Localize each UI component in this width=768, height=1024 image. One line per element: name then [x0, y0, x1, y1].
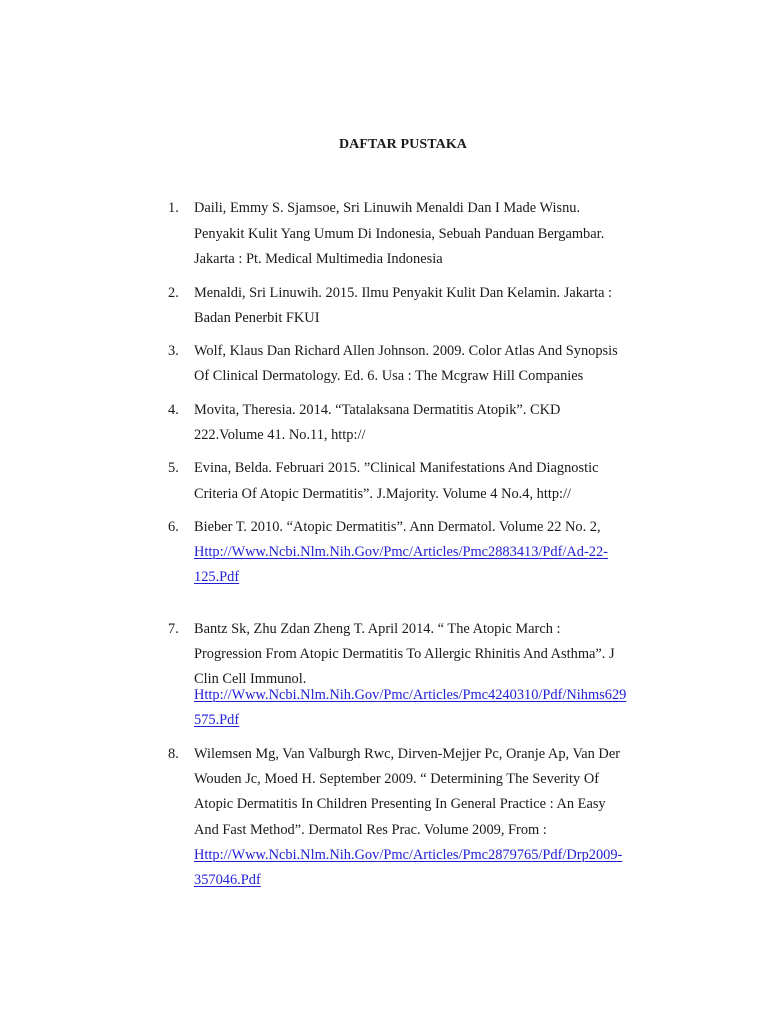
reference-text-line: Bantz Sk, Zhu Zdan Zheng T. April 2014. “ The Atopic March : [194, 621, 561, 637]
reference-text-line: Wolf, Klaus Dan Richard Allen Johnson. 2009. Color Atlas And Synopsis [194, 343, 618, 359]
reference-text-line: Evina, Belda. Februari 2015. ”Clinical Manifestations And Diagnostic [194, 460, 599, 476]
reference-number: 2. [168, 285, 179, 301]
reference-text-line: 222.Volume 41. No.11, http:// [194, 427, 366, 443]
reference-number: 7. [168, 621, 179, 637]
reference-text-line: Bieber T. 2010. “Atopic Dermatitis”. Ann Dermatol. Volume 22 No. 2, [194, 519, 601, 535]
reference-number: 3. [168, 343, 179, 359]
reference-text-line: Clin Cell Immunol. [194, 671, 307, 687]
reference-number: 1. [168, 200, 179, 216]
reference-url-link[interactable]: 125.Pdf [194, 569, 240, 585]
reference-text-line: Badan Penerbit FKUI [194, 310, 320, 326]
reference-url-link[interactable]: Http://Www.Ncbi.Nlm.Nih.Gov/Pmc/Articles/Pmc4240310/Pdf/Nihms629 [194, 687, 627, 703]
reference-text-line: Jakarta : Pt. Medical Multimedia Indonesia [194, 251, 443, 267]
reference-text-line: Atopic Dermatitis In Children Presenting In General Practice : An Easy [194, 796, 606, 812]
reference-text-line: Daili, Emmy S. Sjamsoe, Sri Linuwih Menaldi Dan I Made Wisnu. [194, 200, 581, 216]
reference-text-line: Of Clinical Dermatology. Ed. 6. Usa : The Mcgraw Hill Companies [194, 368, 584, 384]
reference-number: 4. [168, 402, 179, 418]
reference-url-link[interactable]: 357046.Pdf [194, 872, 261, 888]
reference-text-line: Penyakit Kulit Yang Umum Di Indonesia, Sebuah Panduan Bergambar. [194, 226, 605, 242]
reference-text-line: Wouden Jc, Moed H. September 2009. “ Determining The Severity Of [194, 771, 600, 787]
reference-text-line: And Fast Method”. Dermatol Res Prac. Volume 2009, From : [194, 822, 547, 838]
reference-number: 6. [168, 519, 179, 535]
reference-text-line: Criteria Of Atopic Dermatitis”. J.Majority. Volume 4 No.4, http:// [194, 486, 572, 502]
reference-text-line: Movita, Theresia. 2014. “Tatalaksana Dermatitis Atopik”. CKD [194, 402, 561, 418]
reference-url-link[interactable]: Http://Www.Ncbi.Nlm.Nih.Gov/Pmc/Articles/Pmc2883413/Pdf/Ad-22- [194, 544, 608, 560]
reference-url-link[interactable]: Http://Www.Ncbi.Nlm.Nih.Gov/Pmc/Articles/Pmc2879765/Pdf/Drp2009- [194, 847, 623, 863]
reference-number: 5. [168, 460, 179, 476]
reference-url-link[interactable]: 575.Pdf [194, 712, 240, 728]
page-title: DAFTAR PUSTAKA [338, 137, 468, 152]
reference-text-line: Menaldi, Sri Linuwih. 2015. Ilmu Penyakit Kulit Dan Kelamin. Jakarta : [194, 285, 613, 301]
reference-text-line: Wilemsen Mg, Van Valburgh Rwc, Dirven-Mejjer Pc, Oranje Ap, Van Der [194, 746, 620, 762]
reference-number: 8. [168, 746, 179, 762]
reference-text-line: Progression From Atopic Dermatitis To Allergic Rhinitis And Asthma”. J [194, 646, 615, 662]
